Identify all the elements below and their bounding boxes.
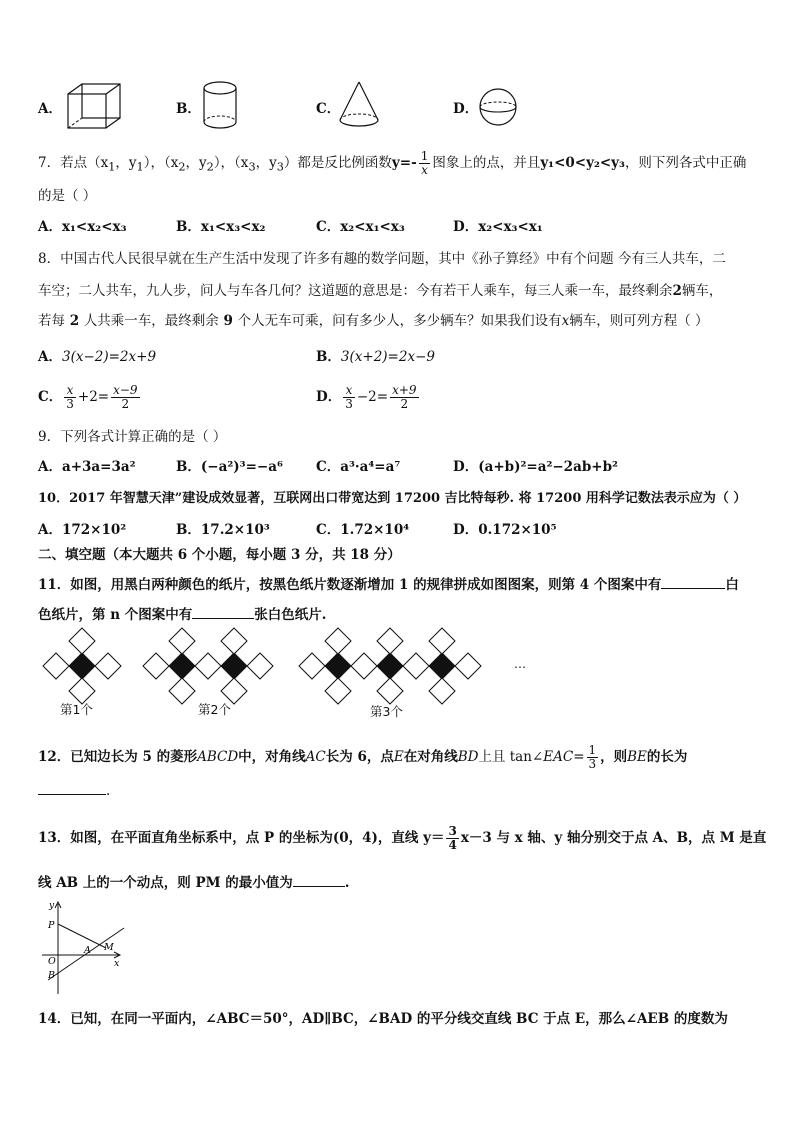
q7-fraction: $\frac{1}{x}$	[420, 149, 429, 177]
black-tile	[429, 653, 455, 679]
q6-option-b-label: B．	[176, 101, 201, 117]
q8-option-a: A．3(x−2)=2x+9	[38, 349, 157, 365]
q11-question-line1: 11．如图，用黑白两种颜色的纸片，按黑色纸片数逐渐增加 1 的规律拼成如图图案，则第 4 个图案中有 白	[38, 577, 739, 593]
q8-question-line2: 车空；二人共车，九人步，问人与车各几何？这道题的意思是：今有若干人乘车，每三人乘一车，最终剩余2辆车，	[38, 283, 723, 299]
q10-option-c: C．1.72×10⁴	[316, 522, 410, 538]
q8-option-c: C． $\frac{x}{3}$ +2= $\frac{x-9}{2}$	[38, 383, 138, 411]
black-tile	[169, 653, 195, 679]
q7-question: 7．若点（$x_1$，$y_1$），（$x_2$，$y_2$），（$x_3$，$y_3$）都是反比例函数y=- $\frac{1}{x}$ 图象上的点，并且y₁<0<y₂<y₃，则下列各式中正确	[38, 149, 747, 177]
cylinder-icon	[202, 80, 242, 132]
cube-icon	[66, 82, 126, 132]
white-tile	[69, 628, 95, 654]
white-tile	[455, 653, 481, 679]
black-tile	[325, 653, 351, 679]
q12-question: 12．已知边长为 5 的菱形ABCD中，对角线AC长为 6，点E在对角线BD上且 tan∠EAC= $\frac{1}{3}$ ，则BE的长为	[38, 743, 688, 771]
q6-option-d-label: D．	[453, 101, 479, 117]
q10-option-a: A．172×10²	[38, 522, 127, 538]
section-heading: 二、填空题（本大题共 6 个小题，每小题 3 分，共 18 分）	[38, 547, 401, 563]
q10-option-d: D．0.172×10⁵	[453, 522, 557, 538]
white-tile	[403, 653, 429, 679]
q11-question-line2: 色纸片，第 n 个图案中有 张白色纸片.	[38, 607, 327, 623]
graph-label-x: x	[114, 958, 120, 969]
q6-option-a-label: A．	[38, 101, 62, 117]
figure-1-label: 第1个	[60, 702, 93, 717]
q12-answer-line: .	[38, 782, 110, 800]
figure-3-label: 第3个	[370, 704, 403, 719]
q8-question-line1: 8．中国古代人民很早就在生产生活中发现了许多有趣的数学问题，其中《孙子算经》中有个问题 今有三人共车，二	[38, 251, 726, 267]
white-tile	[325, 628, 351, 654]
cone-icon	[338, 80, 384, 132]
white-tile	[95, 653, 121, 679]
q8-question-line3: 若每 2 人共乘一车，最终剩余 9 个人无车可乘，问有多少人，多少辆车？如果我们设有x辆车，则可列方程（ ）	[38, 313, 709, 329]
figure-2-label: 第2个	[198, 702, 231, 717]
q9-option-c: C．a³·a⁴=a⁷	[316, 459, 401, 475]
graph-label-a: A	[84, 945, 91, 956]
q9-question: 9．下列各式计算正确的是（ ）	[38, 429, 227, 445]
sphere-icon	[478, 88, 522, 128]
q6-option-c-label: C．	[316, 101, 341, 117]
q9-option-b: B．(−a²)³=−a⁶	[176, 459, 283, 475]
white-tile	[429, 628, 455, 654]
white-tile	[299, 653, 325, 679]
black-tile	[377, 653, 403, 679]
black-tile	[221, 653, 247, 679]
q7-option-d: D．x₂<x₃<x₁	[453, 219, 543, 235]
white-tile	[351, 653, 377, 679]
q11-pattern-figure	[38, 632, 538, 702]
q7-question-line2: 的是（ ）	[38, 188, 97, 204]
black-tile	[69, 653, 95, 679]
q7-option-b: B．x₁<x₃<x₂	[176, 219, 266, 235]
q10-option-b: B．17.2×10³	[176, 522, 270, 538]
q10-question: 10．2017 年智慧天津”建设成效显著，互联网出口带宽达到 17200 吉比特每秒. 将 17200 用科学记数法表示应为（ ）	[38, 491, 747, 506]
figure-ellipsis: …	[514, 657, 526, 671]
q7-option-a: A．x₁<x₂<x₃	[38, 219, 127, 235]
white-tile	[195, 653, 221, 679]
q8-option-d: D． $\frac{x}{3}$ −2= $\frac{x+9}{2}$	[316, 383, 417, 411]
white-tile	[377, 678, 403, 704]
white-tile	[429, 678, 455, 704]
white-tile	[169, 628, 195, 654]
white-tile	[43, 653, 69, 679]
white-tile	[169, 678, 195, 704]
q13-question-line2: 线 AB 上的一个动点，则 PM 的最小值为 .	[38, 875, 350, 891]
q9-option-a: A．a+3a=3a²	[38, 459, 136, 475]
q8-option-b: B．3(x+2)=2x−9	[316, 349, 435, 365]
q14-question: 14．已知，在同一平面内，∠ABC＝50°，AD∥BC，∠BAD 的平分线交直线 BC 于点 E，那么∠AEB 的度数为	[38, 1011, 728, 1027]
white-tile	[325, 678, 351, 704]
graph-label-o: O	[48, 956, 56, 967]
white-tile	[377, 628, 403, 654]
q7-option-c: C．x₂<x₁<x₃	[316, 219, 405, 235]
graph-label-p: P	[48, 920, 55, 931]
white-tile	[221, 628, 247, 654]
graph-label-m: M	[104, 942, 114, 953]
graph-label-b: B	[48, 970, 55, 981]
q13-coordinate-graph	[40, 898, 130, 998]
graph-label-y: y	[49, 901, 55, 911]
q13-question-line1: 13．如图，在平面直角坐标系中，点 P 的坐标为(0，4)，直线 y＝ $\frac{3}{4}$ x－3 与 x 轴、y 轴分别交于点 A、B，点 M 是直	[38, 824, 767, 852]
q9-option-d: D．(a+b)²=a²−2ab+b²	[453, 459, 618, 475]
white-tile	[247, 653, 273, 679]
white-tile	[143, 653, 169, 679]
